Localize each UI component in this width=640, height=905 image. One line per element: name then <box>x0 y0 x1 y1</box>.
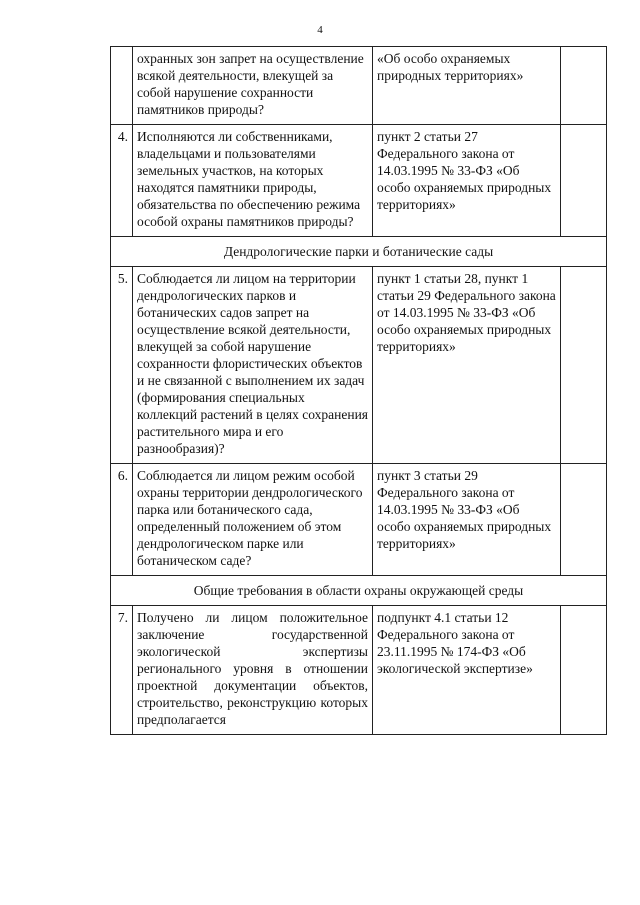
row-number: 4. <box>111 125 133 237</box>
reference-cell: пункт 2 статьи 27 Федерального закона от 14.03.1995 № 33-ФЗ «Об особо охраняемых природных территориях» <box>373 125 561 237</box>
note-cell <box>561 464 607 576</box>
table-row <box>111 464 607 576</box>
section-row <box>111 576 607 606</box>
question-cell: Соблюдается ли лицом на территории дендрологических парков и ботанических садов запрет на осуществление всякой деятельности, влекущей за собой нарушение сохранности флористических объектов и не связанной с выполнением их задач (формирования специальных коллекций растений в целях сохранения растительного мира и его разнообразия)? <box>133 267 373 464</box>
reference-cell: пункт 1 статьи 28, пункт 1 статьи 29 Федерального закона от 14.03.1995 № 33-ФЗ «Об особо охраняемых природных территориях» <box>373 267 561 464</box>
section-title: Дендрологические парки и ботанические сады <box>111 237 607 267</box>
row-number: 6. <box>111 464 133 576</box>
reference-cell: подпункт 4.1 статьи 12 Федерального закона от 23.11.1995 № 174-ФЗ «Об экологической экспертизе» <box>373 606 561 735</box>
reference-cell: «Об особо охраняемых природных территориях» <box>373 47 561 125</box>
row-number <box>111 47 133 125</box>
section-title: Общие требования в области охраны окружающей среды <box>111 576 607 606</box>
row-number: 7. <box>111 606 133 735</box>
question-cell: Исполняются ли собственниками, владельцами и пользователями земельных участков, на которых находятся памятники природы, обязательства по обеспечению режима особой охраны памятников природы? <box>133 125 373 237</box>
note-cell <box>561 125 607 237</box>
question-cell: Соблюдается ли лицом режим особой охраны территории дендрологического парка или ботанического сада, определенный положением об этом дендрологическом парке или ботаническом саде? <box>133 464 373 576</box>
note-cell <box>561 267 607 464</box>
table-row <box>111 267 607 464</box>
section-row <box>111 237 607 267</box>
row-number: 5. <box>111 267 133 464</box>
question-cell: охранных зон запрет на осуществление всякой деятельности, влекущей за собой нарушение сохранности памятников природы? <box>133 47 373 125</box>
page-number: 4 <box>317 24 323 36</box>
question-cell: Получено ли лицом положительное заключение государственной экологической экспертизы регионального уровня в отношении проектной документации объектов, строительство, реконструкцию которых предполагается <box>133 606 373 735</box>
table-row <box>111 47 607 125</box>
table-row <box>111 606 607 735</box>
note-cell <box>561 606 607 735</box>
reference-cell: пункт 3 статьи 29 Федерального закона от 14.03.1995 № 33-ФЗ «Об особо охраняемых природных территориях» <box>373 464 561 576</box>
note-cell <box>561 47 607 125</box>
table-row <box>111 125 607 237</box>
checklist-table <box>110 46 607 735</box>
